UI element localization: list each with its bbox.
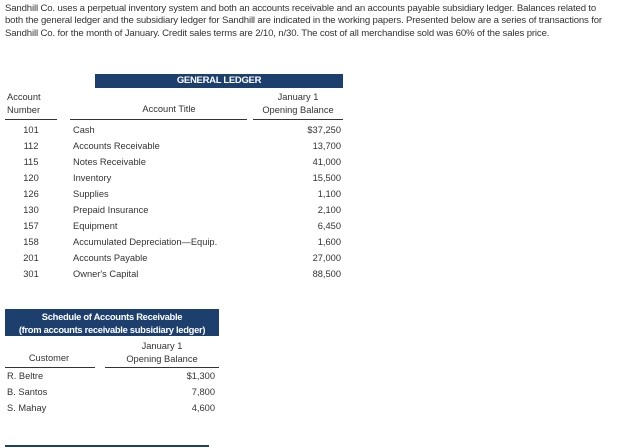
opening-balance: 2,100 <box>317 205 341 215</box>
account-title: Prepaid Insurance <box>73 205 149 215</box>
opening-balance: $1,300 <box>186 371 215 381</box>
ar-schedule-header <box>5 340 219 367</box>
general-ledger-title: GENERAL LEDGER <box>95 74 343 88</box>
opening-balance: $37,250 <box>307 125 341 135</box>
account-title: Supplies <box>73 189 109 199</box>
general-ledger-rows <box>5 122 343 282</box>
opening-balance: 13,700 <box>312 141 341 151</box>
opening-balance: 41,000 <box>312 157 341 167</box>
account-number: 126 <box>23 189 39 199</box>
account-number: 158 <box>23 237 39 247</box>
account-title: Cash <box>73 125 95 135</box>
ar-schedule-title-line2: (from accounts receivable subsidiary ledger) <box>18 324 206 335</box>
account-number: 130 <box>23 205 39 215</box>
header-divider <box>70 119 247 120</box>
header-opening-balance-line1: January 1 <box>141 341 183 351</box>
opening-balance: 7,800 <box>191 387 215 397</box>
header-account-number <box>7 91 55 116</box>
account-number: 112 <box>23 141 39 151</box>
customer-name: R. Beltre <box>7 371 44 381</box>
account-title: Accounts Payable <box>73 253 148 263</box>
table-row <box>5 384 219 400</box>
account-number: 301 <box>23 269 39 279</box>
table-row <box>5 250 343 266</box>
header-divider <box>5 119 57 120</box>
table-row <box>5 186 343 202</box>
table-row <box>5 202 343 218</box>
table-row <box>5 154 343 170</box>
account-number: 120 <box>23 173 39 183</box>
header-opening-balance-line2: Opening Balance <box>126 353 198 364</box>
account-title: Equipment <box>73 221 118 231</box>
account-title: Owner's Capital <box>73 269 139 279</box>
table-row <box>5 218 343 234</box>
table-row <box>5 170 343 186</box>
header-opening-balance-line2: Opening Balance <box>262 104 334 115</box>
table-row <box>5 234 343 250</box>
table-row <box>5 122 343 138</box>
customer-name: B. Santos <box>7 387 48 397</box>
header-account-number-line1: Account <box>7 92 41 102</box>
header-opening-balance <box>253 91 343 116</box>
header-account-number-line2: Number <box>7 104 41 115</box>
header-divider <box>253 119 343 120</box>
account-title: Accumulated Depreciation—Equip. <box>73 237 218 247</box>
ar-schedule-title <box>5 309 219 336</box>
problem-intro-text: Sandhill Co. uses a perpetual inventory system and both an accounts receivable and an accounts payable subsidiary ledger. Balances related to both the general ledger and the subsidiary ledger for Sandhill are indicated in the working papers. Presented below are a series of transactions for Sandhill Co. for the month of January. Credit sales terms are 2/10, n/30. The cost of all merchandise sold was 60% of the sales price. <box>5 3 602 39</box>
account-title: Notes Receivable <box>73 157 146 167</box>
table-row <box>5 266 343 282</box>
account-number: 157 <box>23 221 39 231</box>
table-row <box>5 400 219 416</box>
account-title: Inventory <box>73 173 112 183</box>
opening-balance: 15,500 <box>312 173 341 183</box>
table-row <box>5 138 343 154</box>
account-number: 101 <box>23 125 39 135</box>
next-table-header-edge <box>5 445 209 447</box>
table-row <box>5 368 219 384</box>
opening-balance: 6,450 <box>317 221 341 231</box>
header-opening-balance-line1: January 1 <box>277 92 319 102</box>
header-customer: Customer <box>28 353 70 363</box>
opening-balance: 1,100 <box>317 189 341 199</box>
general-ledger-header <box>5 91 343 121</box>
header-opening-balance <box>105 340 219 365</box>
ar-schedule-title-line1: Schedule of Accounts Receivable <box>41 311 183 322</box>
ar-schedule-rows <box>5 368 219 416</box>
account-number: 201 <box>23 253 39 263</box>
customer-name: S. Mahay <box>7 403 47 413</box>
opening-balance: 1,600 <box>317 237 341 247</box>
opening-balance: 4,600 <box>191 403 215 413</box>
account-number: 115 <box>23 157 39 167</box>
opening-balance: 27,000 <box>312 253 341 263</box>
header-account-title: Account Title <box>142 104 196 114</box>
account-title: Accounts Receivable <box>73 141 160 151</box>
opening-balance: 88,500 <box>312 269 341 279</box>
